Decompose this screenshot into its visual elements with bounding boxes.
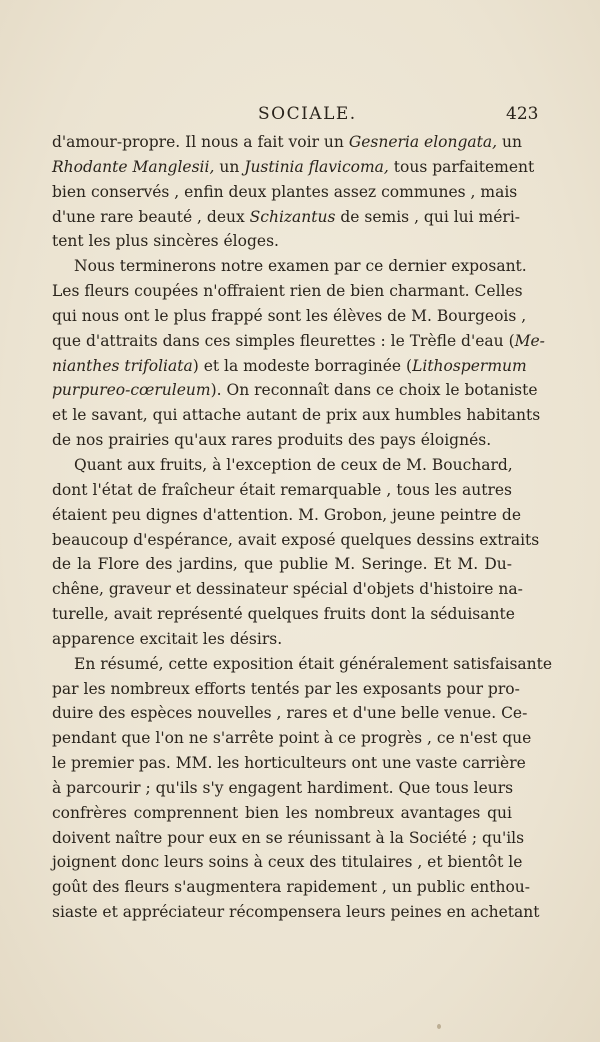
text-line: [52, 254, 527, 279]
text-line: [52, 453, 512, 478]
text-line: [52, 826, 525, 851]
text-line: [52, 577, 523, 602]
text-run: dont l'état de fraîcheur était remarquable , tous les autres: [52, 480, 512, 499]
running-title: SOCIALE.: [258, 104, 357, 124]
italic-run: Rhodante Manglesii,: [52, 157, 215, 176]
body-text: [52, 130, 553, 925]
text-line: [52, 701, 528, 726]
text-run: doivent naître pour eux en se réunissant à la Société ; qu'ils: [52, 828, 525, 847]
text-run: tent les plus sincères éloges.: [52, 232, 279, 251]
italic-run: purpureo-cœruleum: [52, 381, 211, 400]
text-run: Nous terminerons notre examen par ce dernier exposant.: [74, 257, 527, 276]
text-line: [52, 801, 512, 826]
text-line: [52, 652, 553, 677]
text-run: d'une rare beauté , deux: [52, 207, 250, 226]
text-run: tous parfaitement: [388, 157, 535, 176]
text-line: [52, 726, 532, 751]
text-line: [52, 751, 526, 776]
text-line: [52, 776, 512, 801]
text-line: [52, 403, 541, 428]
text-run: d'amour-propre. Il nous a fait voir un: [52, 133, 349, 151]
text-line: [52, 677, 520, 702]
text-run: pendant que l'on ne s'arrête point à ce progrès , ce n'est que: [52, 729, 532, 748]
text-line: [52, 428, 512, 453]
text-run: de semis , qui lui méri-: [335, 207, 521, 226]
text-line: [52, 478, 512, 503]
text-run: un: [214, 157, 245, 176]
text-run: chêne, graveur et dessinateur spécial d'objets d'histoire na-: [52, 580, 523, 599]
text-run: à parcourir ; qu'ils s'y engagent hardiment. Que tous leurs: [52, 778, 514, 797]
text-line: [52, 378, 538, 403]
text-line: [52, 130, 522, 155]
text-run: étaient peu dignes d'attention. M. Grobon, jeune peintre de: [52, 505, 521, 524]
text-run: confrères comprennent bien les nombreux avantages qui: [52, 803, 512, 822]
text-line: [52, 850, 523, 875]
text-run: que d'attraits dans ces simples fleurettes : le Trèfle d'eau (: [52, 331, 515, 350]
text-run: En résumé, cette exposition était généralement satisfaisante: [74, 654, 553, 673]
text-line: [52, 900, 540, 925]
text-line: [52, 180, 518, 205]
text-line: [52, 528, 540, 553]
italic-run: Me-: [514, 331, 545, 350]
text-run: qui nous ont le plus frappé sont les élèves de M. Bourgeois ,: [52, 306, 527, 325]
text-line: [52, 503, 521, 528]
text-line: [52, 354, 527, 379]
text-line: [52, 229, 512, 254]
text-run: siaste et appréciateur récompensera leurs peines en achetant: [52, 903, 540, 922]
text-run: Quant aux fruits, à l'exception de ceux de M. Bouchard,: [74, 455, 513, 474]
text-run: Les fleurs coupées n'offraient rien de bien charmant. Celles: [52, 282, 523, 301]
text-run: beaucoup d'espérance, avait exposé quelques dessins extraits: [52, 530, 540, 549]
text-run: le premier pas. MM. les horticulteurs ont une vaste carrière: [52, 754, 526, 773]
text-run: de nos prairies qu'aux rares produits des pays éloignés.: [52, 431, 492, 450]
text-run: duire des espèces nouvelles , rares et d'une belle venue. Ce-: [52, 704, 528, 723]
text-line: [52, 304, 527, 329]
italic-run: nianthes trifoliata: [52, 356, 193, 375]
text-run: un: [497, 133, 522, 151]
text-run: bien conservés , enfin deux plantes assez communes , mais: [52, 182, 518, 201]
text-line: [52, 205, 521, 230]
text-line: [52, 627, 512, 652]
text-line: [52, 155, 535, 180]
italic-run: Schizantus: [249, 207, 336, 226]
text-line: [52, 875, 530, 900]
paper-speck: [437, 1024, 441, 1029]
text-line: [52, 602, 515, 627]
text-run: apparence excitait les désirs.: [52, 629, 283, 648]
italic-run: Gesneria elongata,: [348, 133, 498, 151]
text-run: et le savant, qui attache autant de prix aux humbles habitants: [52, 406, 541, 425]
text-run: joignent donc leurs soins à ceux des titulaires , et bientôt le: [52, 853, 523, 872]
text-run: goût des fleurs s'augmentera rapidement , un public enthou-: [52, 878, 530, 897]
text-run: de la Flore des jardins, que publie M. Seringe. Et M. Du-: [52, 555, 512, 574]
text-run: ) et la modeste borraginée (: [192, 356, 413, 375]
text-run: par les nombreux efforts tentés par les exposants pour pro-: [52, 679, 520, 698]
italic-run: Justinia flavicoma,: [244, 157, 389, 176]
text-line: [52, 279, 523, 304]
text-line: [52, 552, 512, 577]
text-run: ). On reconnaît dans ce choix le botaniste: [210, 381, 538, 400]
text-run: turelle, avait représenté quelques fruits dont la séduisante: [52, 605, 515, 624]
page-number: 423: [506, 104, 539, 124]
running-head: [0, 104, 600, 130]
text-line: [52, 329, 545, 354]
italic-run: Lithospermum: [412, 356, 527, 375]
